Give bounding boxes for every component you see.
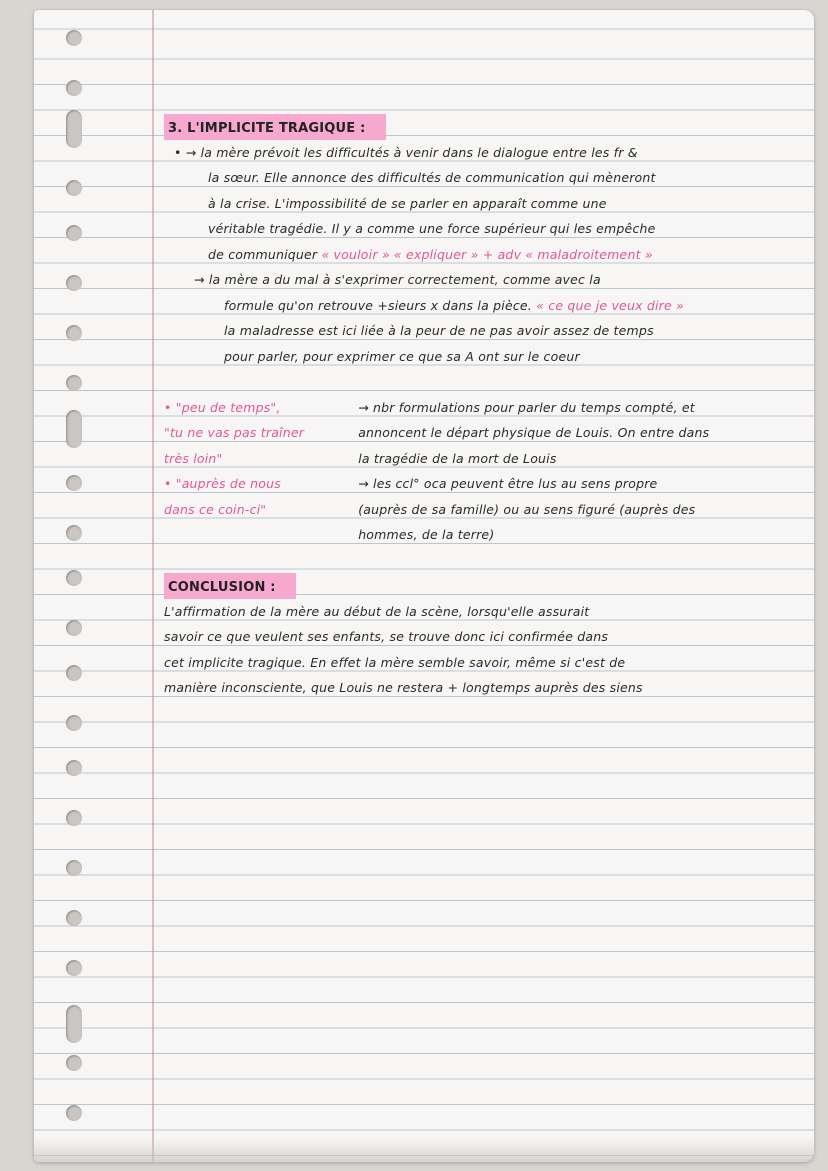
blank-line bbox=[164, 369, 804, 395]
binder-hole bbox=[66, 1055, 82, 1071]
quote-row bbox=[164, 446, 804, 472]
note-line: pour parler, pour exprimer ce que sa A ont sur le coeur bbox=[224, 348, 580, 364]
quote-row bbox=[164, 522, 804, 548]
binder-hole bbox=[66, 30, 82, 46]
binder-hole bbox=[66, 910, 82, 926]
binder-hole bbox=[66, 1105, 82, 1121]
binder-hole bbox=[66, 620, 82, 636]
note-line: cet implicite tragique. En effet la mère semble savoir, même si c'est de bbox=[164, 654, 626, 670]
quote-left: • "peu de temps", bbox=[164, 399, 281, 415]
note-quote: « vouloir » « expliquer » + adv « maladroitement » bbox=[321, 246, 653, 262]
note-line: • → la mère prévoit les difficultés à venir dans le dialogue entre les fr & bbox=[174, 144, 638, 160]
quote-left: dans ce coin-ci" bbox=[164, 501, 267, 517]
binder-hole bbox=[66, 275, 82, 291]
binder-hole bbox=[66, 110, 82, 148]
blank-line bbox=[164, 548, 804, 574]
binder-hole bbox=[66, 475, 82, 491]
binder-hole bbox=[66, 570, 82, 586]
quote-row bbox=[164, 497, 804, 523]
binder-hole bbox=[66, 810, 82, 826]
quote-row bbox=[164, 471, 804, 497]
quote-row bbox=[164, 395, 804, 421]
note-line: véritable tragédie. Il y a comme une force supérieur qui les empêche bbox=[208, 221, 656, 236]
binder-hole bbox=[66, 665, 82, 681]
note-line: → la mère a du mal à s'exprimer correctement, comme avec la bbox=[194, 272, 601, 287]
note-line bbox=[164, 293, 804, 319]
binder-hole bbox=[66, 325, 82, 341]
quote-row bbox=[164, 420, 804, 446]
section-title-row bbox=[164, 114, 804, 140]
binder-hole bbox=[66, 375, 82, 391]
note-line: la maladresse est ici liée à la peur de ne pas avoir assez de temps bbox=[224, 323, 654, 338]
notebook-sheet bbox=[34, 10, 814, 1162]
quote-left: "tu ne vas pas traîner bbox=[164, 425, 305, 440]
note-line: manière inconsciente, que Louis ne restera + longtemps auprès des siens bbox=[164, 680, 643, 695]
binder-hole bbox=[66, 760, 82, 776]
binder-hole bbox=[66, 860, 82, 876]
note-line: L'affirmation de la mère au début de la scène, lorsqu'elle assurait bbox=[164, 603, 590, 619]
section-title: 3. L'IMPLICITE TRAGIQUE : bbox=[164, 114, 386, 140]
quote-right: la tragédie de la mort de Louis bbox=[358, 450, 557, 466]
binder-hole bbox=[66, 225, 82, 241]
note-text: formule qu'on retrouve +sieurs x dans la pièce. bbox=[224, 297, 532, 313]
binder-hole bbox=[66, 525, 82, 541]
quote-right: annoncent le départ physique de Louis. On entre dans bbox=[358, 425, 710, 440]
binder-hole bbox=[66, 180, 82, 196]
quote-right: → les ccl° oca peuvent être lus au sens propre bbox=[358, 476, 658, 491]
binder-hole bbox=[66, 410, 82, 448]
note-line: la sœur. Elle annonce des difficultés de communication qui mèneront bbox=[208, 170, 656, 185]
quote-right: → nbr formulations pour parler du temps compté, et bbox=[358, 399, 695, 415]
note-line: à la crise. L'impossibilité de se parler en apparaît comme une bbox=[208, 195, 607, 211]
binder-hole bbox=[66, 80, 82, 96]
quote-right: hommes, de la terre) bbox=[358, 527, 495, 542]
conclusion-title-row bbox=[164, 573, 804, 599]
note-text: de communiquer bbox=[208, 246, 318, 262]
margin-line bbox=[152, 10, 154, 1162]
quote-left: • "auprès de nous bbox=[164, 476, 281, 491]
note-quote: « ce que je veux dire » bbox=[536, 297, 684, 313]
binder-hole bbox=[66, 960, 82, 976]
quote-right: (auprès de sa famille) ou au sens figuré (auprès des bbox=[358, 501, 696, 517]
note-line bbox=[164, 242, 804, 268]
sheet-bottom-edge bbox=[34, 1138, 814, 1162]
note-line: savoir ce que veulent ses enfants, se trouve donc ici confirmée dans bbox=[164, 629, 609, 644]
conclusion-title: CONCLUSION : bbox=[164, 573, 296, 599]
binder-hole bbox=[66, 715, 82, 731]
notes-content bbox=[164, 114, 804, 701]
quote-left: très loin" bbox=[164, 450, 223, 466]
binder-hole bbox=[66, 1005, 82, 1043]
